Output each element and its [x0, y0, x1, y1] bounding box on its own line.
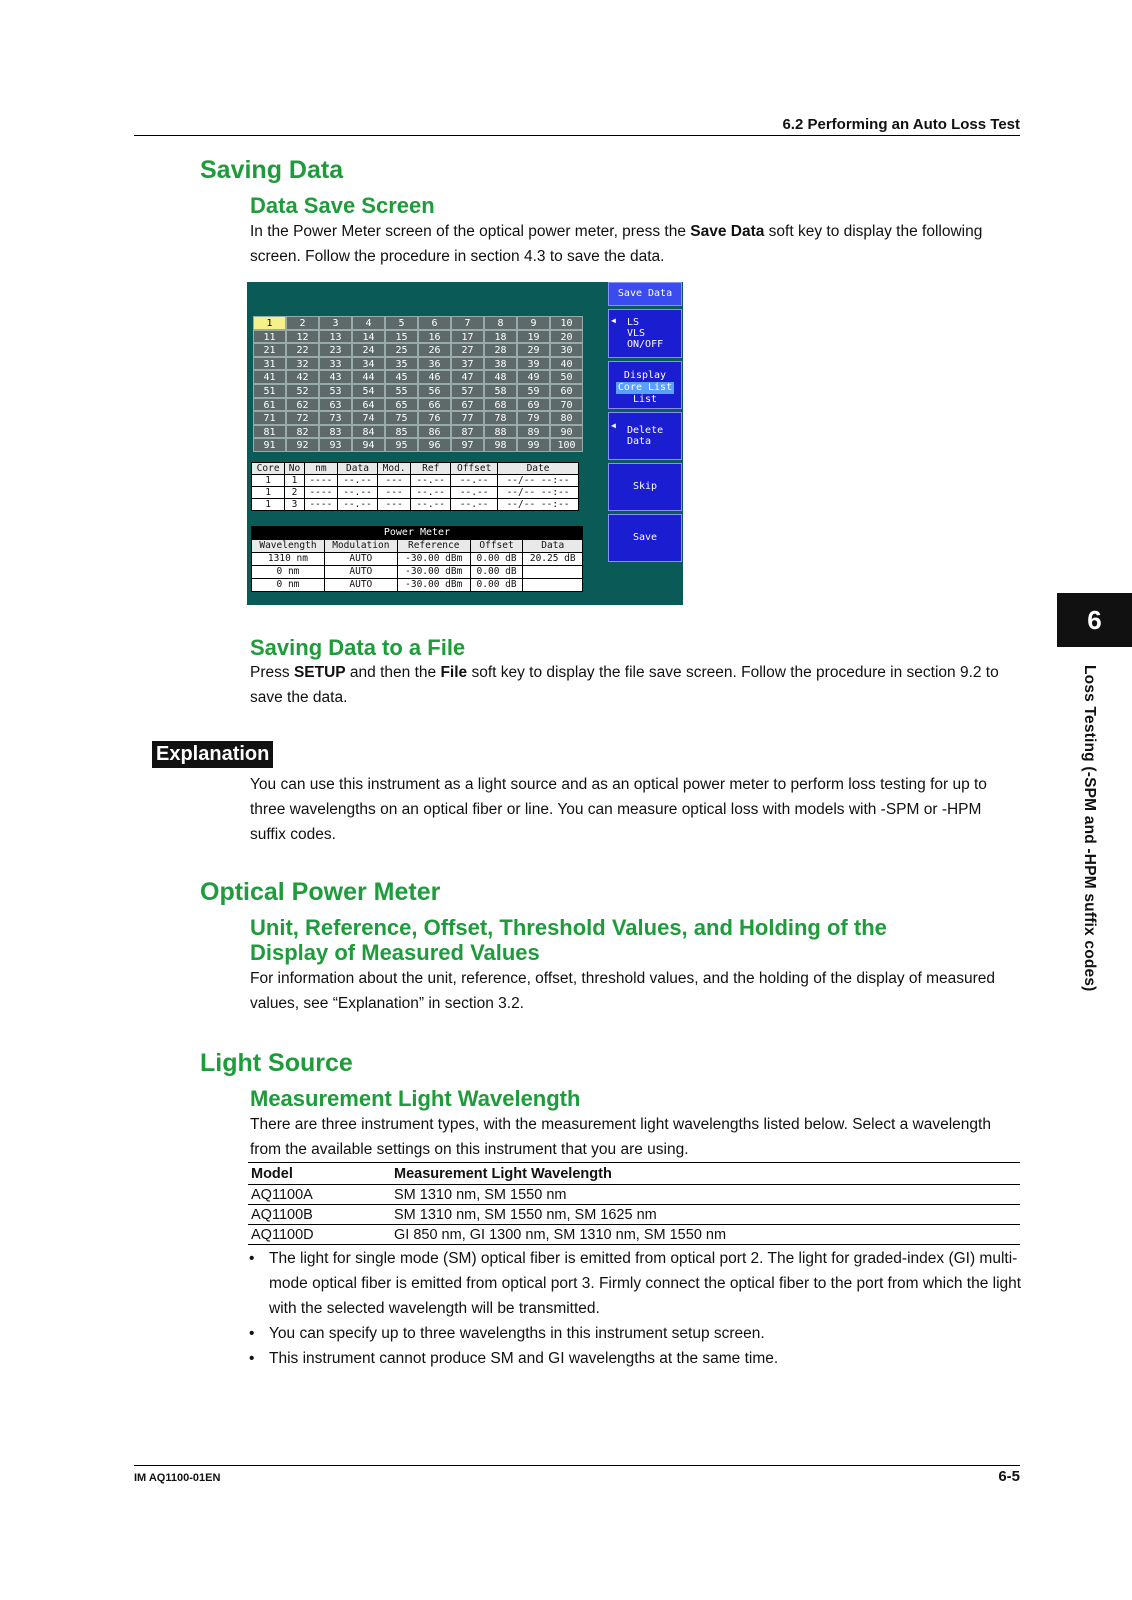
core-table-cell: --- — [378, 475, 411, 487]
core-cell[interactable]: 40 — [550, 357, 583, 371]
table-row — [248, 1185, 1020, 1205]
core-cell[interactable]: 84 — [352, 425, 385, 439]
heading-light-source: Light Source — [200, 1049, 353, 1077]
column-header: Mod. — [378, 463, 411, 475]
core-cell[interactable]: 44 — [352, 370, 385, 384]
core-data-table — [251, 462, 579, 511]
core-cell[interactable]: 53 — [319, 384, 352, 398]
core-table-cell: 1 — [252, 487, 285, 499]
power-meter-cell: 0.00 dB — [470, 553, 523, 566]
core-table-cell: --.-- — [451, 487, 498, 499]
core-cell[interactable]: 81 — [253, 425, 286, 439]
core-cell[interactable]: 78 — [484, 411, 517, 425]
core-cell[interactable]: 34 — [352, 357, 385, 371]
power-meter-cell: -30.00 dBm — [397, 566, 470, 579]
core-cell[interactable]: 88 — [484, 425, 517, 439]
column-header: Core — [252, 463, 285, 475]
core-cell[interactable]: 97 — [451, 438, 484, 452]
core-table-cell: --.-- — [337, 475, 377, 487]
softkey-data-label: Data — [627, 436, 652, 447]
core-cell[interactable]: 38 — [484, 357, 517, 371]
power-meter-cell: 0 nm — [252, 566, 325, 579]
footer-rule — [134, 1465, 1020, 1466]
core-cell[interactable]: 24 — [352, 343, 385, 357]
core-cell[interactable]: 71 — [253, 411, 286, 425]
core-cell[interactable]: 77 — [451, 411, 484, 425]
column-header: Modulation — [324, 540, 397, 553]
softkey-onoff-label: ON/OFF — [627, 339, 664, 350]
core-cell[interactable]: 8 — [484, 316, 517, 330]
softkey-display-label: Display — [623, 370, 667, 381]
core-table-cell: --/-- --:-- — [498, 487, 579, 499]
core-cell[interactable]: 74 — [352, 411, 385, 425]
core-table-cell: 1 — [285, 475, 305, 487]
core-cell[interactable]: 57 — [451, 384, 484, 398]
core-cell[interactable]: 48 — [484, 370, 517, 384]
column-header: Ref — [411, 463, 451, 475]
table-row — [252, 579, 583, 592]
table-row — [252, 487, 579, 499]
core-cell[interactable]: 93 — [319, 438, 352, 452]
core-table-cell: --/-- --:-- — [498, 475, 579, 487]
column-header: Data — [523, 540, 583, 553]
column-header: Offset — [451, 463, 498, 475]
list-item: • You can specify up to three wavelengths in this instrument setup screen. — [248, 1321, 1030, 1346]
model-wavelength-table — [248, 1162, 1020, 1245]
table-header-wavelength: Measurement Light Wavelength — [391, 1163, 1020, 1185]
core-cell[interactable]: 80 — [550, 411, 583, 425]
chapter-tab-number: 6 — [1057, 593, 1132, 647]
softkey-skip[interactable]: Skip — [608, 463, 682, 511]
core-cell[interactable]: 19 — [517, 330, 550, 344]
chapter-tab-title: Loss Testing (-SPM and -HPM suffix codes) — [1081, 665, 1098, 992]
power-meter-cell: 1310 nm — [252, 553, 325, 566]
core-cell[interactable]: 28 — [484, 343, 517, 357]
option-list: List — [632, 394, 658, 405]
core-cell[interactable]: 7 — [451, 316, 484, 330]
core-cell[interactable]: 31 — [253, 357, 286, 371]
core-table-cell: ---- — [304, 499, 337, 511]
to-file-paragraph: Press SETUP and then the File soft key to display the file save screen. Follow the procedure in section 9.2 to save the data. — [250, 664, 999, 706]
power-meter-cell — [523, 579, 583, 592]
core-cell[interactable]: 18 — [484, 330, 517, 344]
core-table-cell: ---- — [304, 475, 337, 487]
core-cell[interactable]: 10 — [550, 316, 583, 330]
core-cell[interactable]: 69 — [517, 398, 550, 412]
core-cell[interactable]: 37 — [451, 357, 484, 371]
softkey-menu-title: Save Data — [608, 282, 682, 306]
save-screen-paragraph: In the Power Meter screen of the optical power meter, press the Save Data soft key to display the following screen. Follow the procedure in section 4.3 to save the data. — [250, 223, 983, 265]
power-meter-cell: 0 nm — [252, 579, 325, 592]
core-cell[interactable]: 29 — [517, 343, 550, 357]
core-cell[interactable]: 9 — [517, 316, 550, 330]
core-cell[interactable]: 59 — [517, 384, 550, 398]
explanation-paragraph: You can use this instrument as a light source and as an optical power meter to perform loss testing for up to three wavelengths on an optical fiber or line. You can measure optical loss with models with -SPM or -HPM suffix codes. — [250, 776, 987, 843]
core-table-cell: --- — [378, 487, 411, 499]
core-cell[interactable]: 4 — [352, 316, 385, 330]
core-cell[interactable]: 68 — [484, 398, 517, 412]
list-item: • The light for single mode (SM) optical fiber is emitted from optical port 2. The light for graded-index (GI) multi-mode optical fiber is emitted from optical port 3. Firmly connect the optical fiber to the port from which the light with the selected wavelength will be transmitted. — [248, 1246, 1030, 1321]
core-table-cell: --.-- — [411, 499, 451, 511]
softkey-delete-label: Delete — [627, 425, 664, 436]
wavelength-cell: GI 850 nm, GI 1300 nm, SM 1310 nm, SM 1550 nm — [391, 1225, 1020, 1245]
core-cell[interactable]: 73 — [319, 411, 352, 425]
core-table-cell: 2 — [285, 487, 305, 499]
core-cell[interactable]: 86 — [418, 425, 451, 439]
core-cell[interactable]: 56 — [418, 384, 451, 398]
power-meter-cell: AUTO — [324, 579, 397, 592]
core-cell[interactable]: 89 — [517, 425, 550, 439]
core-cell[interactable]: 14 — [352, 330, 385, 344]
core-cell[interactable]: 50 — [550, 370, 583, 384]
core-cell[interactable]: 67 — [451, 398, 484, 412]
core-cell[interactable]: 58 — [484, 384, 517, 398]
core-cell[interactable]: 64 — [352, 398, 385, 412]
power-meter-cell: AUTO — [324, 566, 397, 579]
core-cell[interactable]: 12 — [286, 330, 319, 344]
softkey-display[interactable] — [608, 361, 682, 409]
core-cell[interactable]: 91 — [253, 438, 286, 452]
power-meter-cell: 0.00 dB — [470, 566, 523, 579]
column-header: Wavelength — [252, 540, 325, 553]
core-table-cell: --/-- --:-- — [498, 499, 579, 511]
heading-data-save-screen: Data Save Screen — [250, 193, 435, 218]
model-cell: AQ1100B — [248, 1205, 391, 1225]
document-id: IM AQ1100-01EN — [134, 1472, 221, 1484]
core-number-grid — [253, 316, 583, 452]
page-number: 6-5 — [998, 1468, 1020, 1485]
core-cell[interactable]: 95 — [385, 438, 418, 452]
core-cell[interactable]: 33 — [319, 357, 352, 371]
core-cell[interactable]: 94 — [352, 438, 385, 452]
core-cell[interactable]: 21 — [253, 343, 286, 357]
core-cell[interactable]: 83 — [319, 425, 352, 439]
core-cell[interactable]: 25 — [385, 343, 418, 357]
core-cell[interactable]: 92 — [286, 438, 319, 452]
wavelength-cell: SM 1310 nm, SM 1550 nm, SM 1625 nm — [391, 1205, 1020, 1225]
core-table-cell: --.-- — [451, 499, 498, 511]
core-table-cell: --.-- — [411, 475, 451, 487]
core-cell[interactable]: 61 — [253, 398, 286, 412]
core-cell[interactable]: 5 — [385, 316, 418, 330]
core-table-cell: --.-- — [411, 487, 451, 499]
core-cell[interactable]: 60 — [550, 384, 583, 398]
core-cell[interactable]: 87 — [451, 425, 484, 439]
core-cell[interactable]: 45 — [385, 370, 418, 384]
softkey-delete-data[interactable] — [608, 412, 682, 460]
power-meter-cell: -30.00 dBm — [397, 553, 470, 566]
header-rule — [134, 135, 1020, 136]
core-cell[interactable]: 16 — [418, 330, 451, 344]
core-cell[interactable]: 15 — [385, 330, 418, 344]
core-cell[interactable]: 43 — [319, 370, 352, 384]
softkey-ls-label: LS — [627, 317, 640, 328]
heading-saving-data: Saving Data — [200, 156, 344, 184]
core-cell[interactable]: 85 — [385, 425, 418, 439]
table-header-model: Model — [248, 1163, 391, 1185]
heading-unit-reference: Unit, Reference, Offset, Threshold Values, and Holding of the Display of Measured Values — [250, 915, 887, 965]
table-row — [252, 499, 579, 511]
softkey-vls-label: VLS — [627, 328, 646, 339]
power-meter-cell: AUTO — [324, 553, 397, 566]
core-cell[interactable]: 17 — [451, 330, 484, 344]
core-cell[interactable]: 41 — [253, 370, 286, 384]
core-cell[interactable]: 51 — [253, 384, 286, 398]
core-cell[interactable]: 22 — [286, 343, 319, 357]
core-cell[interactable]: 23 — [319, 343, 352, 357]
core-table-cell: --.-- — [451, 475, 498, 487]
table-row — [252, 566, 583, 579]
core-cell[interactable]: 49 — [517, 370, 550, 384]
softkey-save[interactable]: Save — [608, 514, 682, 562]
core-cell[interactable]: 3 — [319, 316, 352, 330]
wavelength-cell: SM 1310 nm, SM 1550 nm — [391, 1185, 1020, 1205]
list-item: • This instrument cannot produce SM and GI wavelengths at the same time. — [248, 1346, 1030, 1371]
core-cell[interactable]: 39 — [517, 357, 550, 371]
core-cell[interactable]: 30 — [550, 343, 583, 357]
core-table-cell: --.-- — [337, 487, 377, 499]
core-cell[interactable]: 32 — [286, 357, 319, 371]
core-cell[interactable]: 13 — [319, 330, 352, 344]
table-row — [252, 553, 583, 566]
power-meter-cell: 20.25 dB — [523, 553, 583, 566]
softkey-panel — [605, 282, 683, 605]
core-cell[interactable]: 63 — [319, 398, 352, 412]
core-cell[interactable]: 100 — [550, 438, 583, 452]
core-table-cell: 3 — [285, 499, 305, 511]
model-cell: AQ1100A — [248, 1185, 391, 1205]
table-row — [248, 1205, 1020, 1225]
core-cell[interactable]: 76 — [418, 411, 451, 425]
table-row — [252, 475, 579, 487]
option-core-list: Core List — [617, 382, 673, 393]
heading-optical-power-meter: Optical Power Meter — [200, 878, 441, 906]
opm-paragraph: For information about the unit, reference, offset, threshold values, and the holding of the display of measured values, see “Explanation” in section 3.2. — [250, 970, 996, 1012]
explanation-label: Explanation — [152, 741, 273, 768]
power-meter-cell: 0.00 dB — [470, 579, 523, 592]
core-cell[interactable]: 2 — [286, 316, 319, 330]
column-header: No — [285, 463, 305, 475]
light-source-paragraph: There are three instrument types, with the measurement light wavelengths listed below. Select a wavelength from the available settings on this instrument that you are using. — [250, 1116, 991, 1158]
core-cell[interactable]: 46 — [418, 370, 451, 384]
heading-measurement-wavelength: Measurement Light Wavelength — [250, 1086, 581, 1111]
table-row — [248, 1225, 1020, 1245]
power-meter-cell — [523, 566, 583, 579]
column-header: Reference — [397, 540, 470, 553]
left-arrow-icon: ◀ — [611, 316, 616, 325]
core-table-cell: 1 — [252, 499, 285, 511]
column-header: nm — [304, 463, 337, 475]
core-cell[interactable]: 47 — [451, 370, 484, 384]
core-cell[interactable]: 52 — [286, 384, 319, 398]
core-cell[interactable]: 90 — [550, 425, 583, 439]
instrument-screen — [247, 282, 683, 605]
core-cell[interactable]: 99 — [517, 438, 550, 452]
core-cell[interactable]: 42 — [286, 370, 319, 384]
core-cell[interactable]: 36 — [418, 357, 451, 371]
core-cell[interactable]: 62 — [286, 398, 319, 412]
running-header: 6.2 Performing an Auto Loss Test — [782, 116, 1020, 133]
core-cell[interactable]: 96 — [418, 438, 451, 452]
core-cell[interactable]: 27 — [451, 343, 484, 357]
core-table-cell: ---- — [304, 487, 337, 499]
core-table-cell: --.-- — [337, 499, 377, 511]
core-cell[interactable]: 75 — [385, 411, 418, 425]
column-header: Data — [337, 463, 377, 475]
core-cell[interactable]: 11 — [253, 330, 286, 344]
core-cell[interactable]: 6 — [418, 316, 451, 330]
left-arrow-icon: ◀ — [611, 421, 616, 430]
power-meter-cell: -30.00 dBm — [397, 579, 470, 592]
core-cell[interactable]: 70 — [550, 398, 583, 412]
core-cell[interactable]: 66 — [418, 398, 451, 412]
softkey-ls-vls[interactable] — [608, 309, 682, 358]
core-cell[interactable]: 55 — [385, 384, 418, 398]
model-cell: AQ1100D — [248, 1225, 391, 1245]
core-table-cell: 1 — [252, 475, 285, 487]
core-cell[interactable]: 26 — [418, 343, 451, 357]
core-cell[interactable]: 35 — [385, 357, 418, 371]
core-cell[interactable]: 54 — [352, 384, 385, 398]
core-table-cell: --- — [378, 499, 411, 511]
core-cell[interactable]: 82 — [286, 425, 319, 439]
light-source-notes — [248, 1246, 1030, 1371]
column-header: Offset — [470, 540, 523, 553]
core-cell[interactable]: 65 — [385, 398, 418, 412]
power-meter-title: Power Meter — [251, 526, 583, 539]
column-header: Date — [498, 463, 579, 475]
core-cell[interactable]: 72 — [286, 411, 319, 425]
core-cell[interactable]: 1 — [253, 316, 286, 330]
heading-saving-to-file: Saving Data to a File — [250, 635, 466, 660]
core-cell[interactable]: 98 — [484, 438, 517, 452]
power-meter-table — [251, 539, 583, 592]
core-cell[interactable]: 20 — [550, 330, 583, 344]
core-cell[interactable]: 79 — [517, 411, 550, 425]
